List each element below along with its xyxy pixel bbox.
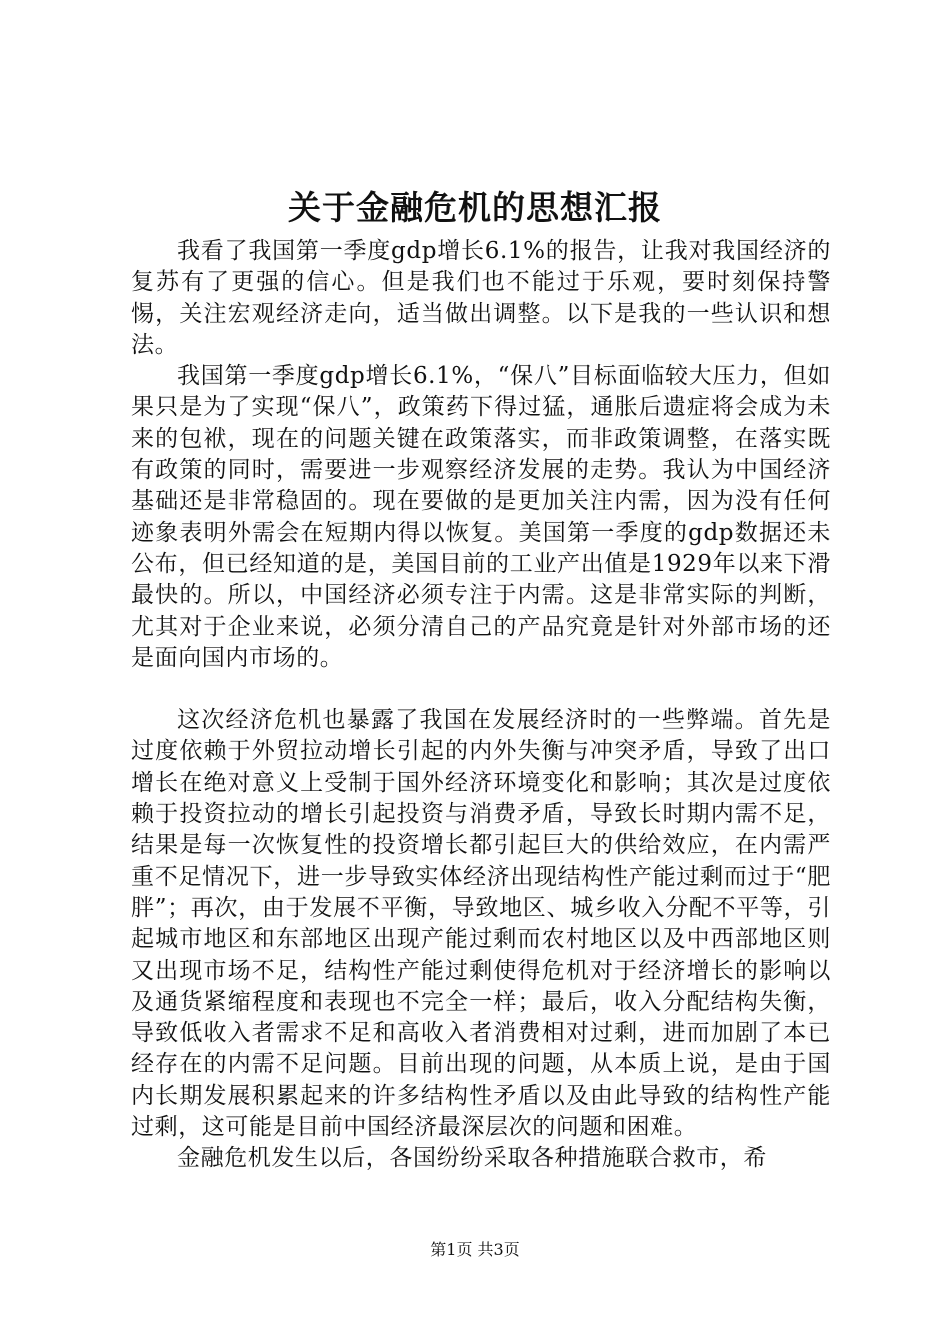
paragraph-3: 这次经济危机也暴露了我国在发展经济时的一些弊端。首先是过度依赖于外贸拉动增长引起的内外失衡与冲突矛盾，导致了出口增长在绝对意义上受制于国外经济环境变化和影响；其次是过度依赖于投资拉动的增长引起投资与消费矛盾，导致长时期内需不足，结果是每一次恢复性的投资增长都引起巨大的供给效应，在内需严重不足情况下，进一步导致实体经济出现结构性产能过剩而过于“肥胖”；再次，由于发展不平衡，导致地区、城乡收入分配不平等，引起城市地区和东部地区出现产能过剩而农村地区以及中西部地区则又出现市场不足，结构性产能过剩使得危机对于经济增长的影响以及通货紧缩程度和表现也不完全一样；最后，收入分配结构失衡，导致低收入者需求不足和高收入者消费相对过剩，进而加剧了本已经存在的内需不足问题。目前出现的问题，从本质上说，是由于国内长期发展积累起来的许多结构性矛盾以及由此导致的结构性产能过剩，这可能是目前中国经济最深层次的问题和困难。	[131, 707, 831, 1141]
document-body	[131, 236, 831, 1175]
paragraph-2: 我国第一季度gdp增长6.1%，“保八”目标面临较大压力，但如果只是为了实现“保八”，政策药下得过猛，通胀后遗症将会成为未来的包袱，现在的问题关键在政策落实，而非政策调整，在落实既有政策的同时，需要进一步观察经济发展的走势。我认为中国经济基础还是非常稳固的。现在要做的是更加关注内需，因为没有任何迹象表明外需会在短期内得以恢复。美国第一季度的gdp数据还未公布，但已经知道的是，美国目前的工业产出值是1929年以来下滑最快的。所以，中国经济必须专注于内需。这是非常实际的判断，尤其对于企业来说，必须分清自己的产品究竟是针对外部市场的还是面向国内市场的。	[131, 363, 831, 671]
paragraph-4: 金融危机发生以后，各国纷纷采取各种措施联合救市，希	[177, 1145, 767, 1172]
document-title: 关于金融危机的思想汇报	[288, 188, 662, 227]
paragraph-1: 我看了我国第一季度gdp增长6.1%的报告，让我对我国经济的复苏有了更强的信心。但是我们也不能过于乐观，要时刻保持警惕，关注宏观经济走向，适当做出调整。以下是我的一些认识和想法。	[131, 238, 831, 358]
page-footer: 第1页 共3页	[430, 1240, 520, 1259]
